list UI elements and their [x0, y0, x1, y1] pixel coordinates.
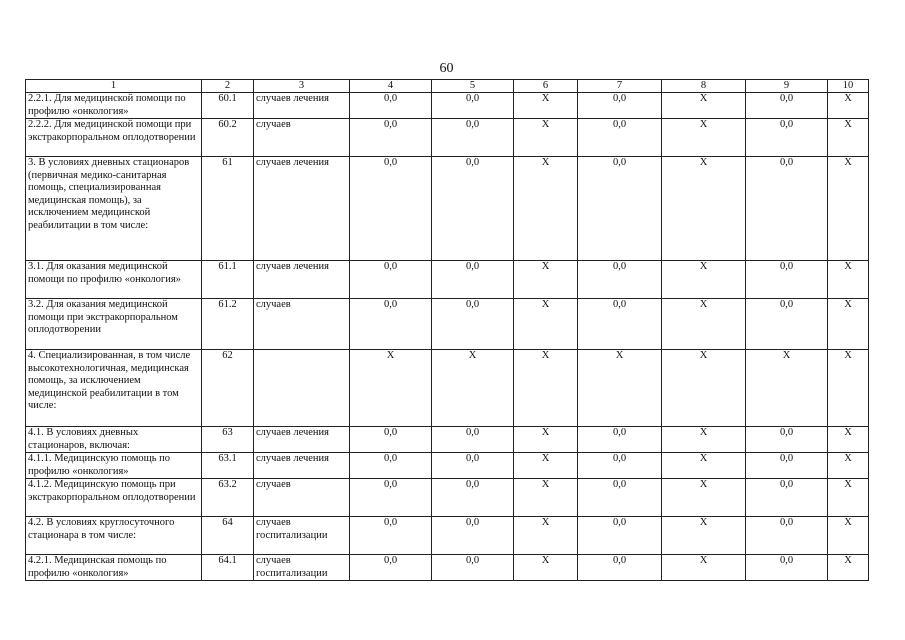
row-value-cell-col9: 0,0 — [746, 261, 828, 299]
row-name-cell: 4.1.1. Медицинскую помощь по профилю «онкология» — [26, 453, 202, 479]
row-code-cell: 60.1 — [202, 93, 254, 119]
row-value-cell-col7: 0,0 — [578, 427, 662, 453]
row-unit-cell: случаев лечения — [254, 453, 350, 479]
row-value-cell-col6: X — [514, 479, 578, 517]
row-value-cell-col9: X — [746, 350, 828, 427]
row-value-cell-col7: 0,0 — [578, 93, 662, 119]
row-value-cell-col4: 0,0 — [350, 453, 432, 479]
row-value-cell-col10: X — [828, 517, 869, 555]
row-value-cell-col4: 0,0 — [350, 427, 432, 453]
row-value-cell-col4: 0,0 — [350, 157, 432, 261]
row-unit-cell: случаев лечения — [254, 157, 350, 261]
row-value-cell-col7: 0,0 — [578, 517, 662, 555]
row-name-cell: 2.2.1. Для медицинской помощи по профилю «онкология» — [26, 93, 202, 119]
row-name-cell: 3. В условиях дневных стационаров (первичная медико-санитарная помощь, специализированная медицинская помощь), за исключением медицинской реабилитации в том числе: — [26, 157, 202, 261]
column-header-4: 4 — [350, 80, 432, 93]
row-value-cell-col6: X — [514, 93, 578, 119]
row-value-cell-col7: X — [578, 350, 662, 427]
row-unit-cell: случаев госпитализации — [254, 555, 350, 581]
row-value-cell-col8: X — [662, 93, 746, 119]
row-value-cell-col8: X — [662, 555, 746, 581]
row-code-cell: 61.1 — [202, 261, 254, 299]
row-name-cell: 2.2.2. Для медицинской помощи при экстракорпоральном оплодотворении — [26, 119, 202, 157]
row-code-cell: 63.2 — [202, 479, 254, 517]
row-value-cell-col5: 0,0 — [432, 427, 514, 453]
row-name-cell: 4.1. В условиях дневных стационаров, включая: — [26, 427, 202, 453]
row-value-cell-col4: 0,0 — [350, 299, 432, 350]
table-body — [26, 80, 869, 581]
row-code-cell: 64 — [202, 517, 254, 555]
row-value-cell-col4: 0,0 — [350, 517, 432, 555]
column-header-1: 1 — [26, 80, 202, 93]
row-value-cell-col8: X — [662, 157, 746, 261]
row-value-cell-col10: X — [828, 93, 869, 119]
row-value-cell-col8: X — [662, 517, 746, 555]
row-code-cell: 63 — [202, 427, 254, 453]
table-row — [26, 453, 869, 479]
row-value-cell-col9: 0,0 — [746, 555, 828, 581]
row-value-cell-col5: X — [432, 350, 514, 427]
row-value-cell-col6: X — [514, 555, 578, 581]
table-row — [26, 299, 869, 350]
table-row — [26, 555, 869, 581]
column-header-2: 2 — [202, 80, 254, 93]
row-name-cell: 3.1. Для оказания медицинской помощи по профилю «онкология» — [26, 261, 202, 299]
row-value-cell-col8: X — [662, 119, 746, 157]
table-row — [26, 517, 869, 555]
row-value-cell-col8: X — [662, 350, 746, 427]
column-header-8: 8 — [662, 80, 746, 93]
row-value-cell-col5: 0,0 — [432, 517, 514, 555]
row-value-cell-col10: X — [828, 479, 869, 517]
row-value-cell-col7: 0,0 — [578, 261, 662, 299]
row-code-cell: 61 — [202, 157, 254, 261]
row-code-cell: 63.1 — [202, 453, 254, 479]
header-row — [26, 80, 869, 93]
row-value-cell-col10: X — [828, 119, 869, 157]
row-unit-cell: случаев — [254, 119, 350, 157]
column-header-6: 6 — [514, 80, 578, 93]
table-row — [26, 261, 869, 299]
row-value-cell-col9: 0,0 — [746, 479, 828, 517]
row-value-cell-col6: X — [514, 119, 578, 157]
row-value-cell-col10: X — [828, 427, 869, 453]
row-value-cell-col5: 0,0 — [432, 157, 514, 261]
row-value-cell-col5: 0,0 — [432, 261, 514, 299]
row-value-cell-col6: X — [514, 157, 578, 261]
row-value-cell-col9: 0,0 — [746, 119, 828, 157]
table-row — [26, 157, 869, 261]
row-value-cell-col5: 0,0 — [432, 299, 514, 350]
row-value-cell-col4: 0,0 — [350, 119, 432, 157]
row-value-cell-col4: 0,0 — [350, 555, 432, 581]
table-row — [26, 93, 869, 119]
table-row — [26, 479, 869, 517]
column-header-9: 9 — [746, 80, 828, 93]
row-unit-cell: случаев — [254, 299, 350, 350]
table-row — [26, 427, 869, 453]
row-value-cell-col10: X — [828, 261, 869, 299]
row-value-cell-col7: 0,0 — [578, 479, 662, 517]
row-unit-cell — [254, 350, 350, 427]
row-value-cell-col10: X — [828, 350, 869, 427]
column-header-3: 3 — [254, 80, 350, 93]
row-value-cell-col7: 0,0 — [578, 299, 662, 350]
row-unit-cell: случаев — [254, 479, 350, 517]
row-code-cell: 60.2 — [202, 119, 254, 157]
row-value-cell-col8: X — [662, 299, 746, 350]
page-number: 60 — [439, 61, 454, 76]
row-value-cell-col4: 0,0 — [350, 479, 432, 517]
row-name-cell: 4.1.2. Медицинскую помощь при экстракорпоральном оплодотворении — [26, 479, 202, 517]
column-header-5: 5 — [432, 80, 514, 93]
row-value-cell-col6: X — [514, 299, 578, 350]
row-value-cell-col6: X — [514, 350, 578, 427]
row-value-cell-col5: 0,0 — [432, 555, 514, 581]
row-value-cell-col4: 0,0 — [350, 261, 432, 299]
row-value-cell-col5: 0,0 — [432, 453, 514, 479]
row-value-cell-col8: X — [662, 453, 746, 479]
row-code-cell: 64.1 — [202, 555, 254, 581]
row-name-cell: 3.2. Для оказания медицинской помощи при экстракорпоральном оплодотворении — [26, 299, 202, 350]
row-code-cell: 61.2 — [202, 299, 254, 350]
row-value-cell-col10: X — [828, 299, 869, 350]
row-value-cell-col6: X — [514, 261, 578, 299]
row-value-cell-col6: X — [514, 453, 578, 479]
table-row — [26, 350, 869, 427]
row-unit-cell: случаев лечения — [254, 93, 350, 119]
column-header-7: 7 — [578, 80, 662, 93]
row-value-cell-col5: 0,0 — [432, 479, 514, 517]
row-code-cell: 62 — [202, 350, 254, 427]
row-unit-cell: случаев лечения — [254, 261, 350, 299]
column-header-10: 10 — [828, 80, 869, 93]
row-value-cell-col7: 0,0 — [578, 453, 662, 479]
row-value-cell-col8: X — [662, 479, 746, 517]
row-name-cell: 4.2.1. Медицинская помощь по профилю «онкология» — [26, 555, 202, 581]
row-value-cell-col6: X — [514, 427, 578, 453]
row-value-cell-col5: 0,0 — [432, 119, 514, 157]
row-unit-cell: случаев лечения — [254, 427, 350, 453]
row-value-cell-col7: 0,0 — [578, 119, 662, 157]
row-value-cell-col9: 0,0 — [746, 517, 828, 555]
row-value-cell-col10: X — [828, 555, 869, 581]
row-name-cell: 4.2. В условиях круглосуточного стационара в том числе: — [26, 517, 202, 555]
row-value-cell-col9: 0,0 — [746, 93, 828, 119]
row-value-cell-col4: 0,0 — [350, 93, 432, 119]
table-row — [26, 119, 869, 157]
row-name-cell: 4. Специализированная, в том числе высокотехнологичная, медицинская помощь, за исключением медицинской реабилитации в том числе: — [26, 350, 202, 427]
row-value-cell-col4: X — [350, 350, 432, 427]
row-value-cell-col7: 0,0 — [578, 157, 662, 261]
row-value-cell-col9: 0,0 — [746, 299, 828, 350]
row-value-cell-col10: X — [828, 453, 869, 479]
row-unit-cell: случаев госпитализации — [254, 517, 350, 555]
row-value-cell-col8: X — [662, 427, 746, 453]
row-value-cell-col8: X — [662, 261, 746, 299]
row-value-cell-col7: 0,0 — [578, 555, 662, 581]
row-value-cell-col5: 0,0 — [432, 93, 514, 119]
row-value-cell-col10: X — [828, 157, 869, 261]
row-value-cell-col9: 0,0 — [746, 453, 828, 479]
data-table — [25, 79, 869, 581]
row-value-cell-col9: 0,0 — [746, 157, 828, 261]
row-value-cell-col6: X — [514, 517, 578, 555]
row-value-cell-col9: 0,0 — [746, 427, 828, 453]
